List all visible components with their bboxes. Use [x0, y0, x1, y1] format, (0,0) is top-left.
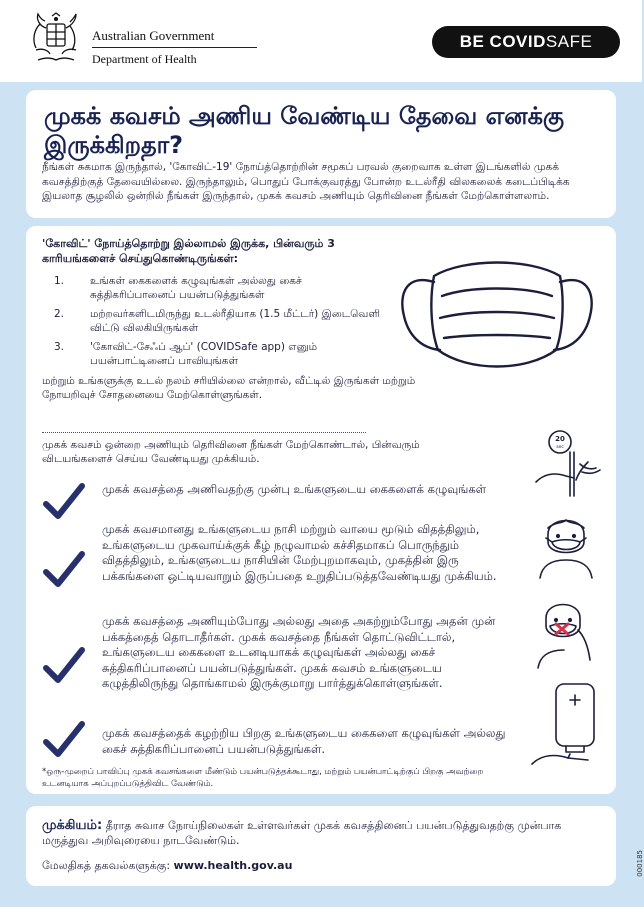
- badge-light-text: SAFE: [545, 32, 593, 51]
- mask-use-heading: முகக் கவசம் ஒன்றை அணியும் தெரிவினை நீங்கள் மேற்கொண்டால், பின்வரும் விடயங்களைச் செய்ய வேண்டியது முக்கியம்.: [42, 439, 420, 465]
- header: [0, 0, 642, 82]
- document-code: 000185: [636, 850, 644, 877]
- checklist-item: [42, 726, 512, 762]
- badge-bold-text: BE COVID: [459, 32, 546, 51]
- timer-label: 20: [555, 435, 565, 443]
- list-item: [54, 340, 384, 368]
- footnote: *ஒரு-முறைப் பாவிப்பு முகக் கவசங்களை மீண்டும் பயன்படுத்தக்கூடாது, மற்றும் பயன்பாட்டிற்குப் பிறகு அவற்றை உடனடியாக அப்புறப்படுத்திவிட வேண்டும்.: [42, 767, 484, 789]
- checklist-text: முகக் கவசத்தைக் கழற்றிய பிறகு உங்களுடைய கைகளை கழுவுங்கள் அல்லது கைச் சுத்திகரிப்பானைப் பயன்படுத்துங்கள்.: [102, 726, 506, 756]
- department-name: Department of Health: [92, 52, 197, 66]
- government-logo-text: [92, 28, 262, 67]
- intro-paragraph: நீங்கள் சுகமாக இருந்தால், 'கோவிட்-19' நோய்த்தொற்றின் சமூகப் பரவல் குறைவாக உள்ள இடங்களில் முகக் கவசத்திற்குத் தேவையில்லை. இருந்தாலும், பொதுப் போக்குவரத்து போன்ற உடல்ரீதி விலகலைக் கடைப்பிடிக்க இயலாத சூழலில் ஒன்றில் நீங்கள் இருந்தால், முகக் கவசம் அணியும் தெரிவினை நீங்கள் மேற்கொள்ளலாம்.: [42, 161, 570, 202]
- coat-of-arms-icon: [28, 10, 84, 68]
- checklist-text: முகக் கவசத்தை அணியும்போது அல்லது அதை அகற்றும்போது அதன் முன் பக்கத்தைத் தொடாதீர்கள். முகக் கவசத்தை நீங்கள் தொட்டுவிட்டால், உங்களுடைய கைகளை உடனடியாகக் கழுவுங்கள் அல்லது கைச் சுத்திகரிப்பானைப் பயன்படுத்துங்கள். முகக் கவசம் உங்களுடைய கழுத்திலிருந்து தொங்காமல் இருக்குமாறு பார்த்துக்கொள்ளுங்கள்.: [102, 614, 496, 690]
- prevention-tail: மற்றும் உங்களுக்கு உடல் நலம் சரியில்லை என்றால், வீட்டில் இருங்கள் மற்றும் நோயறிவுச் சோதனையை மேற்கொள்ளுங்கள்.: [42, 375, 416, 401]
- important-card: [26, 806, 616, 886]
- checkmark-icon: [42, 550, 86, 590]
- list-item: [54, 274, 384, 302]
- important-text: தீராத சுவாச நோய்நிலைகள் உள்ளவர்கள் முகக் கவசத்தினைப் பயன்படுத்துவதற்கு முன்பாக மருத்துவ அறிவுரையை நாடவேண்டும்.: [42, 819, 562, 847]
- government-name: Australian Government: [92, 28, 215, 43]
- hand-sanitiser-icon: [526, 680, 606, 770]
- page-title: முகக் கவசம் அணிய வேண்டிய தேவை எனக்கு இருக்கிறதா?: [44, 102, 565, 159]
- checklist-text: முகக் கவசமானது உங்களுடைய நாசி மற்றும் வாயை மூடும் விதத்திலும், உங்களுடைய முகவாய்க்குக் கீழ் நழுவாமல் கச்சிதமாகப் பொருந்தும் விதத்திலும், உங்களுடைய நாசியின் மேற்புறமாகவும், முகத்தின் இரு பக்கங்களை ஒட்டியவாறும் இருப்பதை உறுதிப்படுத்தவேண்டியது முக்கியம்.: [102, 522, 497, 583]
- face-mask-icon: [394, 246, 600, 376]
- step-text: உங்கள் கைகளைக் கழுவுங்கள் அல்லது கைச் சுத்திகரிப்பானைப் பயன்படுத்துங்கள்: [90, 275, 302, 301]
- checklist-item: [42, 482, 512, 522]
- more-info: [42, 858, 598, 873]
- more-info-label: மேலதிகத் தகவல்களுக்கு:: [42, 859, 174, 872]
- step-text: 'கோவிட்-சேஃப் ஆப்' (COVIDSafe app) எனும் பயன்பாட்டினைப் பாவியுங்கள்: [90, 341, 318, 367]
- guidance-card: [26, 226, 616, 794]
- step-text: மற்றவர்களிடமிருந்து உடல்ரீதியாக (1.5 மீட்டர்) இடைவெளி விட்டு விலகியிருங்கள்: [90, 308, 380, 334]
- checkmark-icon: [42, 720, 86, 760]
- person-wearing-mask-icon: [526, 506, 606, 578]
- health-website-link[interactable]: www.health.gov.au: [173, 859, 293, 872]
- step-number: 3.: [54, 341, 65, 353]
- important-note: [42, 818, 598, 848]
- timer-unit: sec: [556, 445, 564, 450]
- checkmark-icon: [42, 646, 86, 686]
- prevention-steps: [54, 274, 384, 373]
- checklist-item: [42, 614, 512, 726]
- intro-card: [26, 90, 616, 218]
- checkmark-icon: [42, 482, 86, 522]
- divider: [42, 432, 366, 433]
- checklist-text: முகக் கவசத்தை அணிவதற்கு முன்பு உங்களுடைய கைகளைக் கழுவுங்கள்: [102, 482, 487, 496]
- divider: [92, 47, 257, 48]
- hand-washing-icon: [526, 428, 606, 498]
- prevention-heading: 'கோவிட்' நோய்த்தொற்று இல்லாமல் இருக்க, பின்வரும் 3 காரியங்களைச் செய்துகொண்டிருங்கள்:: [42, 237, 335, 265]
- checklist-item: [42, 522, 512, 610]
- be-covidsafe-badge: [432, 26, 620, 58]
- important-label: முக்கியம்:: [42, 818, 103, 833]
- list-item: [54, 307, 384, 335]
- step-number: 2.: [54, 308, 65, 320]
- step-number: 1.: [54, 275, 65, 287]
- do-not-touch-mask-icon: [526, 594, 606, 668]
